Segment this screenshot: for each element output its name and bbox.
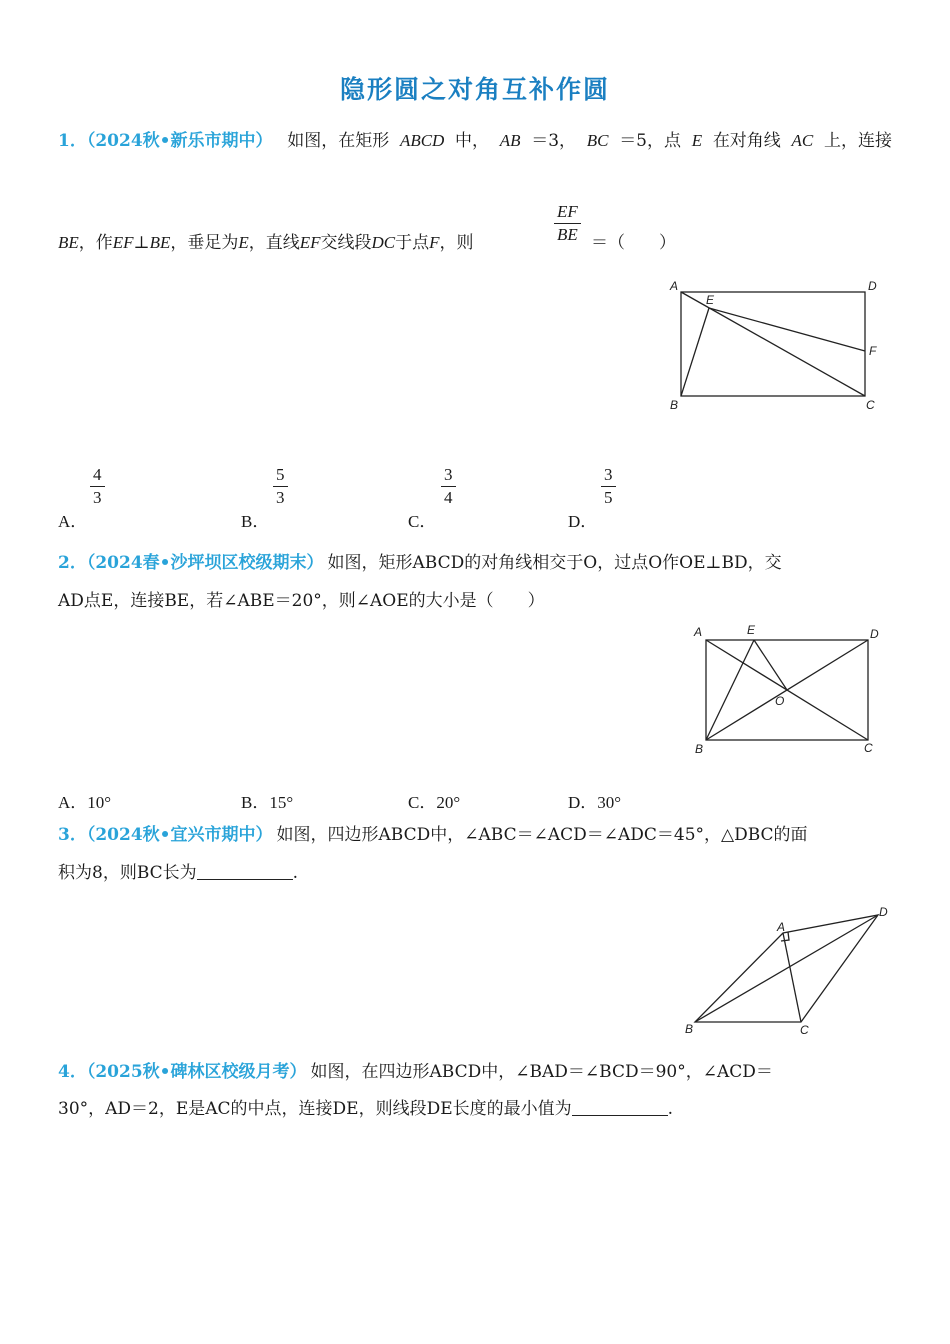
q1-text: 交线段: [320, 233, 372, 253]
q2-figure: [690, 622, 890, 758]
q1-text: ，垂足为: [170, 233, 239, 253]
q3-text-line1: 如图，四边形ABCD中，∠ABC＝∠ACD＝∠ADC＝45°，△DBC的面: [276, 825, 808, 845]
q1-source: （2024秋•新乐市期中）: [86, 131, 273, 151]
q1-label-f: F: [869, 344, 877, 358]
q1-answer-blank: ＝（ ）: [591, 233, 676, 253]
q3-label-d: D: [879, 905, 888, 919]
q1-option-a[interactable]: A．: [58, 512, 88, 531]
q1-line2: [58, 231, 474, 255]
q1-label-e: E: [706, 293, 715, 307]
q1-text: 如图，在矩形: [287, 131, 390, 151]
q1-text: ＝5，点: [619, 131, 682, 151]
q4-answer-blank[interactable]: [572, 1097, 668, 1116]
q3-number: 3．: [58, 825, 87, 845]
q1-option-c-fraction: 3 4: [441, 465, 456, 508]
q2-option-d[interactable]: D．30°: [568, 793, 622, 812]
q4-number: 4．: [58, 1062, 87, 1082]
page-title: 隐形圆之对角互补作圆: [339, 75, 610, 104]
q4-source: （2025秋•碑林区校级月考）: [86, 1062, 307, 1082]
q2-source: （2024春•沙坪坝区校级期末）: [86, 553, 324, 573]
q1-fraction-numerator: EF: [557, 202, 578, 221]
q1-label-b: B: [670, 398, 679, 412]
q1-text: E: [691, 131, 703, 150]
q2-option-c[interactable]: C．20°: [408, 793, 461, 812]
q1-text: 在对角线: [712, 131, 781, 151]
q1-option-b[interactable]: B．: [241, 512, 270, 531]
q2-label-d: D: [870, 627, 879, 641]
q2-line1: [58, 551, 782, 575]
q2-label-c: C: [864, 741, 873, 755]
q2-number: 2．: [58, 553, 87, 573]
q4-line2: [58, 1097, 673, 1121]
q1-option-b-fraction: 5 3: [273, 465, 288, 508]
q3-line1: [58, 823, 808, 847]
q2-text-line1: 如图，矩形ABCD的对角线相交于O，过点O作OE⊥BD，交: [327, 553, 782, 573]
q3-source: （2024秋•宜兴市期中）: [86, 825, 273, 845]
q4-text-line2: 30°，AD＝2，E是AC的中点，连接DE，则线段DE长度的最小值为: [58, 1099, 572, 1119]
q2-option-a[interactable]: A．10°: [58, 793, 112, 812]
q1-text: F: [429, 233, 440, 252]
q1-fraction: [554, 202, 581, 245]
q2-label-o: O: [775, 694, 785, 708]
q1-segment-ef: [709, 308, 865, 351]
q1-option-d-fraction: 3 5: [601, 465, 616, 508]
q4-end: .: [667, 1099, 674, 1119]
q1-text: BE: [149, 233, 171, 252]
q1-figure: [666, 278, 890, 414]
q2-segment-eo: [754, 640, 787, 690]
q4-line1: [58, 1060, 773, 1084]
q3-end: .: [292, 863, 299, 883]
q1-line1: [58, 129, 892, 153]
q4-text-line1: 如图，在四边形ABCD中，∠BAD＝∠BCD＝90°，∠ACD＝: [310, 1062, 773, 1082]
q1-option-d[interactable]: D．: [568, 512, 598, 531]
q3-label-a: A: [777, 920, 786, 934]
q1-option-a-fraction: 4 3: [90, 465, 105, 508]
q2-label-a: A: [694, 625, 703, 639]
q3-diagonal-ac: [783, 933, 801, 1022]
q3-label-b: B: [685, 1022, 694, 1036]
q1-text: ⊥: [133, 233, 150, 253]
q2-label-e: E: [747, 623, 756, 637]
q1-text: ，直线: [248, 233, 300, 253]
q3-answer-blank[interactable]: [197, 861, 293, 880]
q1-text: 中，: [455, 131, 490, 151]
q1-label-c: C: [866, 398, 875, 412]
q3-line2: [58, 861, 298, 885]
q1-text: ABCD: [399, 131, 445, 150]
q1-fraction-denominator: BE: [557, 225, 578, 244]
q1-text: AB: [499, 131, 521, 150]
q1-text: 于点: [395, 233, 430, 253]
q1-text: AC: [791, 131, 814, 150]
q3-label-c: C: [800, 1023, 809, 1037]
q1-text: EF: [112, 233, 134, 252]
q2-text-line2: AD点E，连接BE，若∠ABE＝20°，则∠AOE的大小是（ ）: [58, 591, 545, 611]
q1-text: EF: [299, 233, 321, 252]
q3-text-line2: 积为8，则BC长为: [58, 863, 197, 883]
q2-label-b: B: [695, 742, 704, 756]
q1-option-c[interactable]: C．: [408, 512, 437, 531]
q1-text: ＝3，: [531, 131, 577, 151]
q1-label-a: A: [670, 279, 679, 293]
q3-figure: [680, 900, 894, 1040]
q1-number: 1．: [58, 131, 87, 151]
q1-text: 上，连接: [823, 131, 892, 151]
q2-option-b[interactable]: B．15°: [241, 793, 294, 812]
q1-label-d: D: [868, 279, 877, 293]
q1-text: BE: [58, 233, 79, 252]
q1-text: ，作: [78, 233, 113, 253]
q1-text: BC: [586, 131, 609, 150]
q1-text: ，则: [439, 233, 474, 253]
q1-text: DC: [371, 233, 396, 252]
q3-diagonal-bd: [695, 915, 878, 1022]
q1-text: E: [238, 233, 249, 252]
q1-segment-be: [681, 308, 709, 396]
